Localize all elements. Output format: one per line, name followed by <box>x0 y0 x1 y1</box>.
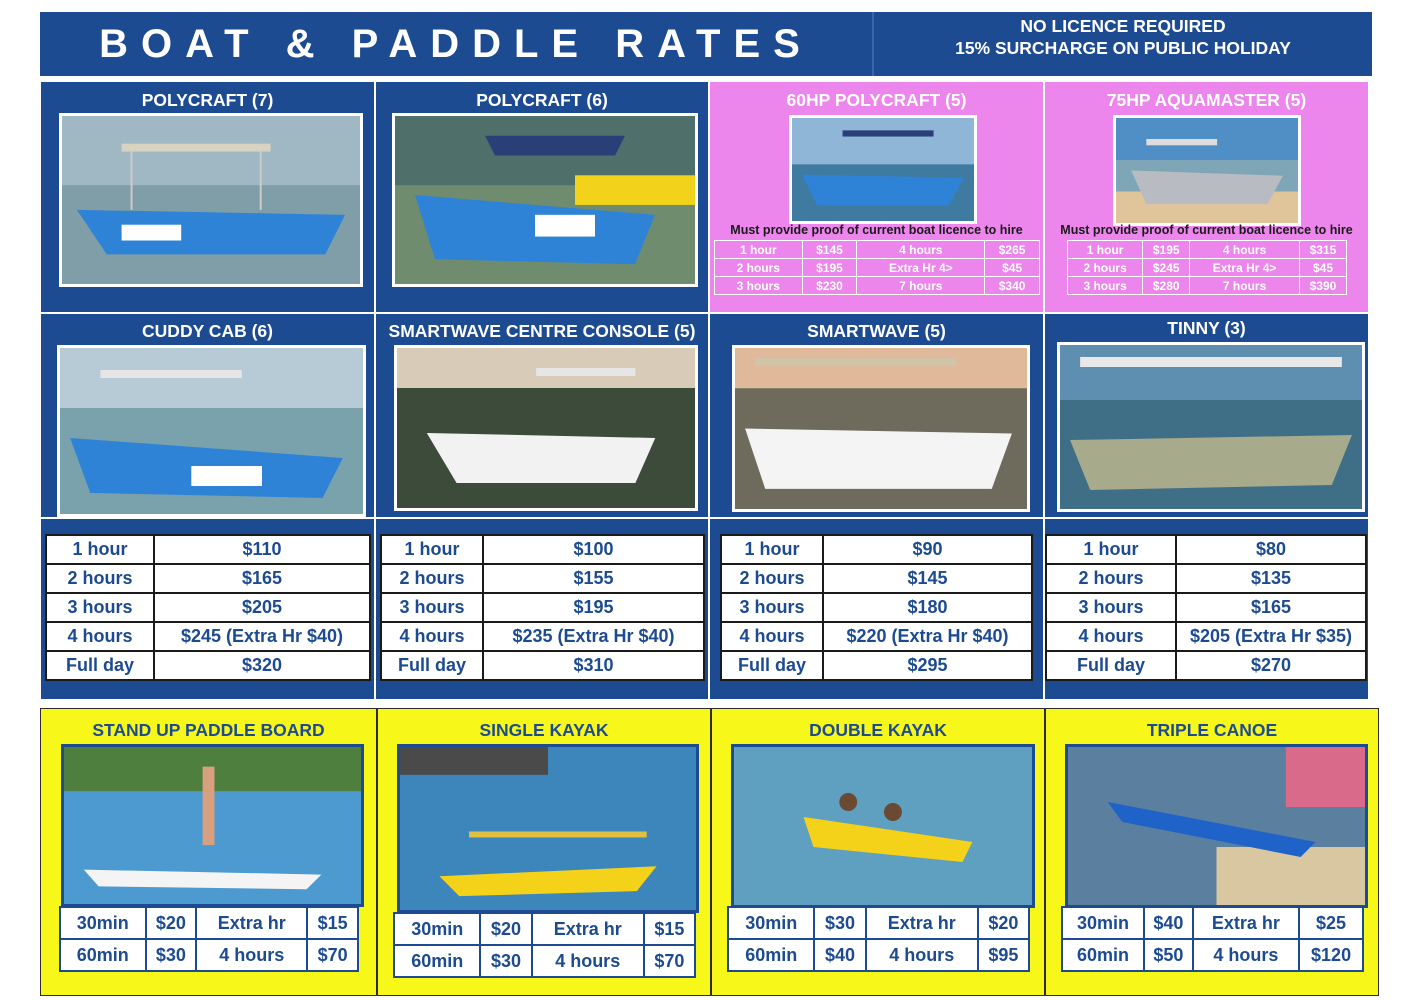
boat-photo <box>732 345 1030 512</box>
table-row: 60min $30 4 hours $70 <box>394 945 695 977</box>
paddle-card-sup <box>40 708 377 996</box>
header-banner <box>40 12 1372 76</box>
table-row: 1 hour $80 <box>1046 535 1366 564</box>
price-table <box>45 534 371 681</box>
table-row: 3 hours $180 <box>721 593 1032 622</box>
price-table <box>380 534 705 681</box>
header-notes <box>872 12 1372 76</box>
table-row: Full day $320 <box>46 651 370 680</box>
licence-requirement-note: Must provide proof of current boat licence to hire <box>730 223 1023 237</box>
licence-rate-table <box>714 240 1040 295</box>
table-row: 60min $40 4 hours $95 <box>728 939 1029 971</box>
price-table <box>720 534 1033 681</box>
price-table <box>1045 534 1367 681</box>
table-row: 2 hours $155 <box>381 564 704 593</box>
boat-name: POLYCRAFT (6) <box>476 90 608 110</box>
paddle-rate-table <box>393 912 696 978</box>
table-row: 2 hours $165 <box>46 564 370 593</box>
boat-card-tinny <box>1044 313 1369 518</box>
table-row: 30min $20 Extra hr $15 <box>60 907 358 939</box>
boat-card-75hp-aquamaster <box>1044 81 1369 313</box>
table-row: 3 hours $195 <box>381 593 704 622</box>
paddle-photo <box>731 744 1035 908</box>
table-row: 3 hours $230 7 hours $340 <box>715 277 1040 295</box>
table-row: 60min $30 4 hours $70 <box>60 939 358 971</box>
table-row: 3 hours $205 <box>46 593 370 622</box>
paddle-card-double-kayak <box>711 708 1045 996</box>
table-row: 1 hour $145 4 hours $265 <box>715 241 1040 259</box>
page-title: BOAT & PADDLE RATES <box>99 21 813 66</box>
paddle-name: TRIPLE CANOE <box>1146 720 1278 740</box>
boat-name: SMARTWAVE (5) <box>807 321 946 341</box>
boat-name: TINNY (3) <box>1167 318 1246 338</box>
boat-name: 75HP AQUAMASTER (5) <box>1106 90 1307 110</box>
table-row: 30min $40 Extra hr $25 <box>1062 907 1363 939</box>
boat-name: POLYCRAFT (7) <box>141 90 274 110</box>
paddle-photo <box>397 744 699 913</box>
paddle-rate-table <box>727 906 1030 972</box>
boat-name: 60HP POLYCRAFT (5) <box>786 90 967 110</box>
boat-card-smartwave-centre-console <box>375 313 709 518</box>
boat-photo <box>1057 342 1365 512</box>
table-row: 3 hours $280 7 hours $390 <box>1068 277 1347 295</box>
price-card-tinny <box>1044 518 1369 700</box>
boat-card-60hp-polycraft <box>709 81 1044 313</box>
table-row: 4 hours $245 (Extra Hr $40) <box>46 622 370 651</box>
licence-requirement-note: Must provide proof of current boat licence to hire <box>1060 223 1353 237</box>
paddle-name: STAND UP PADDLE BOARD <box>92 720 325 740</box>
table-row: Full day $310 <box>381 651 704 680</box>
price-card-cuddy-cab <box>40 518 375 700</box>
table-row: 2 hours $135 <box>1046 564 1366 593</box>
table-row: Full day $295 <box>721 651 1032 680</box>
boat-name: CUDDY CAB (6) <box>142 321 273 341</box>
table-row: 60min $50 4 hours $120 <box>1062 939 1363 971</box>
table-row: 3 hours $165 <box>1046 593 1366 622</box>
holiday-surcharge-note: 15% SURCHARGE ON PUBLIC HOLIDAY <box>955 38 1291 58</box>
table-row: 1 hour $90 <box>721 535 1032 564</box>
boat-card-cuddy-cab <box>40 313 375 518</box>
table-row: 2 hours $195 Extra Hr 4> $45 <box>715 259 1040 277</box>
table-row: 30min $30 Extra hr $20 <box>728 907 1029 939</box>
table-row: 2 hours $245 Extra Hr 4> $45 <box>1068 259 1347 277</box>
paddle-name: DOUBLE KAYAK <box>809 720 947 740</box>
no-licence-note: NO LICENCE REQUIRED <box>1020 16 1226 36</box>
table-row: 4 hours $235 (Extra Hr $40) <box>381 622 704 651</box>
paddle-card-single-kayak <box>377 708 711 996</box>
boat-card-polycraft-6 <box>375 81 709 313</box>
table-row: 30min $20 Extra hr $15 <box>394 913 695 945</box>
boat-card-polycraft-7 <box>40 81 375 313</box>
table-row: 1 hour $195 4 hours $315 <box>1068 241 1347 259</box>
boat-name: SMARTWAVE CENTRE CONSOLE (5) <box>388 321 696 341</box>
paddle-photo <box>61 744 364 907</box>
paddle-card-triple-canoe <box>1045 708 1379 996</box>
licence-rate-table <box>1067 240 1347 295</box>
table-row: 1 hour $100 <box>381 535 704 564</box>
price-card-smartwave-centre-console <box>375 518 709 700</box>
table-row: 4 hours $220 (Extra Hr $40) <box>721 622 1032 651</box>
boat-photo <box>59 113 363 287</box>
boat-photo <box>789 115 977 224</box>
table-row: 1 hour $110 <box>46 535 370 564</box>
boat-photo <box>394 345 698 511</box>
table-row: 2 hours $145 <box>721 564 1032 593</box>
paddle-name: SINGLE KAYAK <box>479 720 609 740</box>
price-card-smartwave <box>709 518 1044 700</box>
boat-photo <box>1113 115 1301 226</box>
boat-photo <box>57 345 366 517</box>
paddle-rate-table <box>1061 906 1364 972</box>
boat-card-smartwave <box>709 313 1044 518</box>
paddle-rate-table <box>59 906 359 972</box>
table-row: 4 hours $205 (Extra Hr $35) <box>1046 622 1366 651</box>
paddle-photo <box>1065 744 1368 908</box>
table-row: Full day $270 <box>1046 651 1366 680</box>
boat-photo <box>392 113 698 287</box>
